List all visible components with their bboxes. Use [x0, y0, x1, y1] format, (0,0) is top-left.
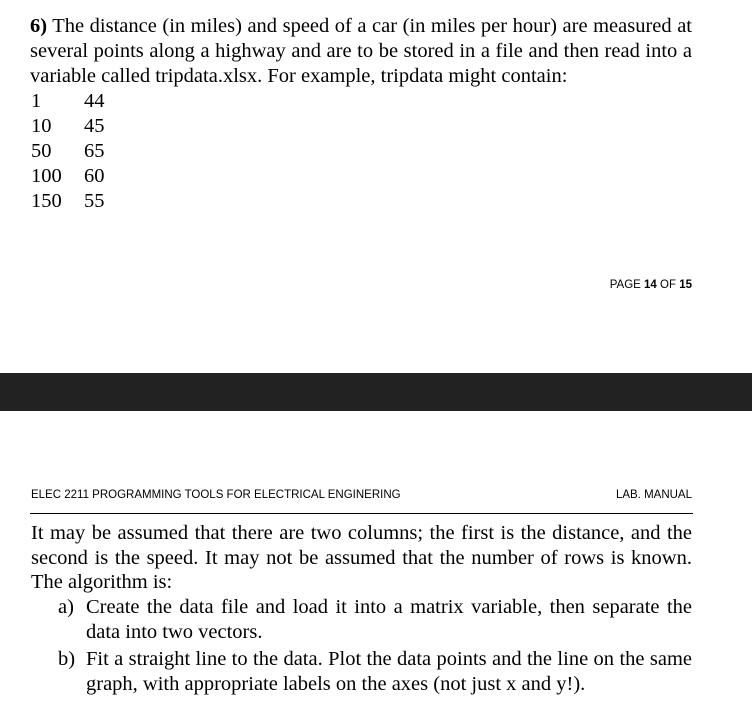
step-text: Fit a straight line to the data. Plot the data points and the line on the same graph, with appropriate labels on the axes (not just x and y!).: [86, 648, 692, 695]
speed-cell: 44: [84, 90, 105, 112]
table-row: [31, 89, 105, 114]
speed-cell: 60: [84, 165, 105, 187]
table-row: [31, 164, 105, 189]
algorithm-steps: [58, 595, 692, 699]
speed-cell: 65: [84, 140, 105, 162]
tripdata-table: [31, 89, 105, 214]
running-header-doc-type: LAB. MANUAL: [615, 489, 692, 501]
distance-cell: 100: [31, 165, 62, 187]
table-row: [31, 114, 105, 139]
distance-cell: 50: [31, 140, 52, 162]
step-marker: b): [58, 648, 76, 670]
speed-cell: 55: [84, 190, 105, 212]
question-number: 6): [30, 15, 48, 37]
question-text: The distance (in miles) and speed of a car (in miles per hour) are measured at several points along a highway and are to be stored in a file and then read into a variable called tripdata.xlsx. For example, tripdata might contain:: [30, 15, 692, 87]
distance-cell: 10: [31, 115, 52, 137]
step-marker: a): [58, 596, 74, 618]
page-current: 14: [644, 279, 657, 291]
list-item: [58, 647, 692, 696]
distance-cell: 1: [31, 90, 42, 112]
page-number: [610, 279, 692, 291]
page-of: OF: [656, 279, 680, 291]
distance-cell: 150: [31, 190, 62, 212]
running-header-course: ELEC 2211 PROGRAMMING TOOLS FOR ELECTRICAL ENGINERING: [31, 489, 401, 501]
page-prefix: PAGE: [609, 279, 645, 291]
speed-cell: 45: [84, 115, 105, 137]
table-row: [31, 189, 105, 214]
list-item: [58, 595, 692, 644]
continuation-paragraph: It may be assumed that there are two columns; the first is the distance, and the second is the speed. It may not be assumed that the number of rows is known. The algorithm is:: [31, 522, 692, 593]
table-row: [31, 139, 105, 164]
step-text: Create the data file and load it into a matrix variable, then separate the data into two vectors.: [86, 596, 692, 643]
question-6: [30, 14, 692, 89]
page-total: 15: [679, 279, 692, 291]
page-separator: [0, 373, 752, 411]
header-rule: [30, 513, 693, 514]
